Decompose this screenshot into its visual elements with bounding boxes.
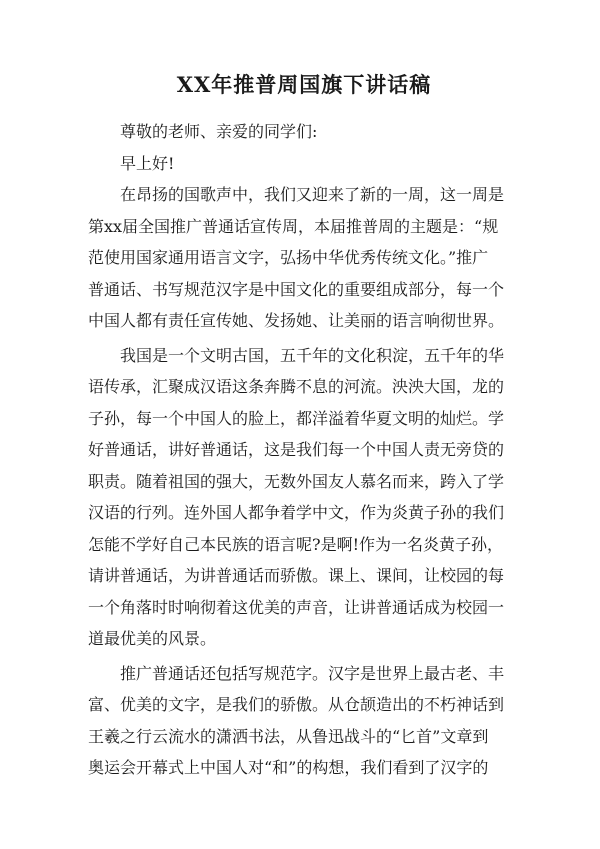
paragraph-line: 怎能不学好自己本民族的语言呢?是啊!作为一名炎黄子孙， (88, 534, 504, 554)
paragraph-line: 道最优美的风景。 (88, 629, 217, 648)
paragraph-line: 在昂扬的国歌声中，我们又迎来了新的一周，这一周是 (120, 185, 505, 204)
paragraph-line: 语传承，汇聚成汉语这条奔腾不息的河流。泱泱大国，龙的 (88, 377, 505, 396)
greeting: 早上好! (120, 153, 175, 173)
paragraph-line: 范使用国家通用语言文字，弘扬中华优秀传统文化。”推广 (88, 248, 489, 267)
paragraph-line: 汉语的行列。连外国人都争着学中文，作为炎黄子孙的我们 (88, 503, 505, 522)
salutation: 尊敬的老师、亲爱的同学们: (120, 122, 318, 141)
paragraph-line: 推广普通话还包括写规范字。汉字是世界上最古老、丰 (120, 663, 505, 683)
paragraph-line: 第xx届全国推广普通话宣传周，本届推普周的主题是：“规 (88, 216, 499, 236)
document-page (88, 70, 520, 784)
paragraph-line: 子孙，每一个中国人的脸上，都洋溢着华夏文明的灿烂。学 (88, 408, 505, 428)
document-title: XX年推普周国旗下讲话稿 (176, 72, 432, 97)
paragraph-line: 奥运会开幕式上中国人对“和”的构想，我们看到了汉字的 (88, 758, 489, 777)
paragraph-line: 中国人都有责任宣传她、发扬她、让美丽的语言响彻世界。 (88, 311, 505, 330)
paragraph-3 (88, 658, 520, 784)
paragraph-line: 普通话、书写规范汉字是中国文化的重要组成部分，每一个 (88, 279, 505, 299)
paragraph-line: 我国是一个文明古国，五千年的文化积淀，五千年的华 (120, 345, 505, 365)
paragraph-line: 一个角落时时响彻着这优美的声音，让讲普通话成为校园一 (88, 597, 505, 617)
paragraph-line: 王羲之行云流水的潇洒书法，从鲁迅战斗的“匕首”文章到 (88, 726, 489, 746)
paragraph-1 (88, 179, 520, 337)
paragraph-2 (88, 340, 520, 655)
paragraph-line: 职责。随着祖国的强大，无数外国友人慕名而来，跨入了学 (88, 471, 505, 491)
paragraph-line: 好普通话，讲好普通话，这是我们每一个中国人责无旁贷的 (88, 440, 505, 459)
paragraph-line: 富、优美的文字，是我们的骄傲。从仓颉造出的不朽神话到 (88, 695, 505, 714)
paragraph-line: 请讲普通话，为讲普通话而骄傲。课上、课间，让校园的每 (88, 566, 505, 585)
